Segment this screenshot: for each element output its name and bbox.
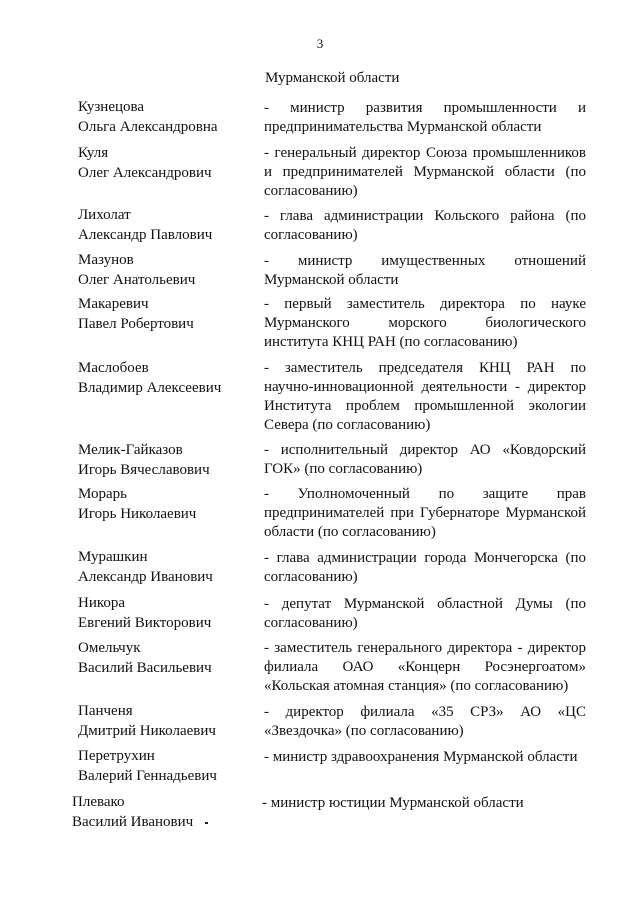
member-name (78, 143, 253, 183)
role-line: и предпринимателей Мурманской области (по (264, 164, 586, 180)
role-line: Мурманской области (264, 272, 399, 288)
surname: Перетрухин (78, 748, 155, 764)
surname: Мелик-Гайказов (78, 442, 183, 458)
given-names: Дмитрий Николаевич (78, 723, 216, 739)
member-role (264, 441, 586, 479)
role-line: филиала ОАО «Концерн Росэнергоатом» (264, 659, 586, 675)
member-name (72, 792, 247, 832)
role-line: - глава администрации Кольского района (по (264, 208, 586, 224)
surname: Мурашкин (78, 549, 148, 565)
role-line: - Уполномоченный по защите прав (264, 486, 586, 502)
role-line: предпринимательства Мурманской области (264, 119, 542, 135)
surname: Никора (78, 595, 126, 611)
member-role (264, 359, 586, 435)
role-line: - генеральный директор Союза промышленников (264, 145, 586, 161)
member-name (78, 205, 253, 245)
stray-mark (205, 822, 208, 824)
member-role (264, 595, 586, 633)
member-role (264, 703, 586, 741)
given-names: Игорь Вячеславович (78, 462, 210, 478)
role-line: - министр здравоохранения Мурманской области (264, 749, 578, 765)
member-name (78, 97, 253, 137)
role-line: - первый заместитель директора по науке (264, 296, 586, 312)
role-line: - глава администрации города Мончегорска (по (264, 550, 586, 566)
role-line: научно-инновационной деятельности - директор (264, 379, 586, 395)
role-line: Севера (по согласованию) (264, 417, 431, 433)
member-name (78, 440, 253, 480)
given-names: Олег Александрович (78, 165, 212, 181)
role-line: согласованию) (264, 569, 358, 585)
continued-text: Мурманской области (265, 70, 400, 86)
role-line: согласованию) (264, 183, 358, 199)
role-line: - исполнительный директор АО «Ковдорский (264, 442, 586, 458)
member-role (264, 252, 586, 290)
given-names: Александр Павлович (78, 227, 213, 243)
member-name (78, 547, 253, 587)
role-line: «Кольская атомная станция» (по согласованию) (264, 678, 569, 694)
surname: Лихолат (78, 207, 131, 223)
role-line: - министр юстиции Мурманской области (262, 795, 524, 811)
surname: Кузнецова (78, 99, 145, 115)
surname: Мазунов (78, 252, 134, 268)
member-role (264, 639, 586, 696)
given-names: Владимир Алексеевич (78, 380, 222, 396)
given-names: Олег Анатольевич (78, 272, 196, 288)
member-name (78, 638, 253, 678)
given-names: Василий Иванович (72, 814, 194, 830)
member-role (264, 748, 586, 767)
page-number: 3 (316, 36, 324, 51)
surname: Плевако (72, 794, 125, 810)
role-line: Мурманского морского биологического (264, 315, 586, 331)
member-role (264, 549, 586, 587)
member-name (78, 593, 253, 633)
role-line: - заместитель председателя КНЦ РАН по (264, 360, 586, 376)
surname: Морарь (78, 486, 127, 502)
member-name (78, 746, 253, 786)
member-role (264, 485, 586, 542)
member-name (78, 358, 253, 398)
member-name (78, 294, 253, 334)
role-line: - министр развития промышленности и (264, 100, 586, 116)
member-name (78, 250, 253, 290)
role-line: - министр имущественных отношений (264, 253, 586, 269)
surname: Панченя (78, 703, 133, 719)
given-names: Ольга Александровна (78, 119, 218, 135)
member-role (264, 295, 586, 352)
role-line: ГОК» (по согласованию) (264, 461, 423, 477)
role-line: согласованию) (264, 227, 358, 243)
given-names: Павел Робертович (78, 316, 194, 332)
given-names: Александр Иванович (78, 569, 213, 585)
role-line: области (по согласованию) (264, 524, 436, 540)
member-role (264, 144, 586, 201)
role-line: «Звездочка» (по согласованию) (264, 723, 464, 739)
surname: Омельчук (78, 640, 141, 656)
member-role (262, 794, 584, 813)
member-name (78, 484, 253, 524)
given-names: Евгений Викторович (78, 615, 212, 631)
member-role (264, 99, 586, 137)
role-line: - депутат Мурманской областной Думы (по (264, 596, 586, 612)
role-line: предпринимателей при Губернаторе Мурманской (264, 505, 586, 521)
member-role (264, 207, 586, 245)
role-line: - заместитель генерального директора - директор (264, 640, 586, 656)
surname: Макаревич (78, 296, 149, 312)
role-line: Института проблем промышленной экологии (264, 398, 586, 414)
role-line: - директор филиала «35 СРЗ» АО «ЦС (264, 704, 586, 720)
member-name (78, 701, 253, 741)
surname: Маслобоев (78, 360, 149, 376)
surname: Куля (78, 145, 109, 161)
given-names: Валерий Геннадьевич (78, 768, 217, 784)
given-names: Игорь Николаевич (78, 506, 197, 522)
role-line: согласованию) (264, 615, 358, 631)
role-line: института КНЦ РАН (по согласованию) (264, 334, 518, 350)
given-names: Василий Васильевич (78, 660, 212, 676)
